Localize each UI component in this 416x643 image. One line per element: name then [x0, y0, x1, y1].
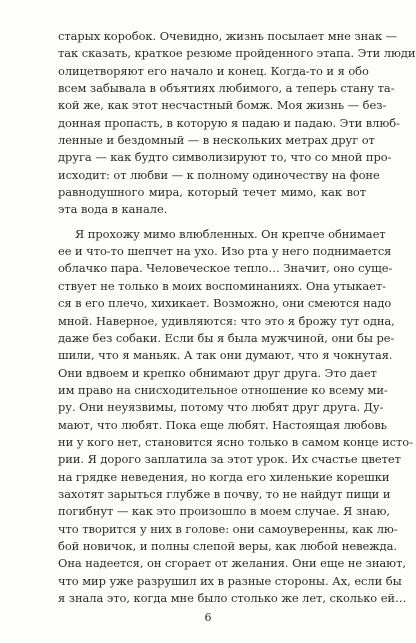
text-line: захотят зарыться глубже в почву, то не найдут пищи и — [58, 486, 391, 501]
text-line: кой же, как этот несчастный бомж. Моя жизнь — без- — [58, 98, 387, 113]
text-line: ся в его плечо, хихикает. Возможно, они смеются надо — [58, 296, 392, 311]
text-line: друга — как будто символизируют то, что со мной про- — [58, 150, 392, 165]
text-line: эта вода в канале. — [58, 202, 168, 217]
text-line: ру. Они неуязвимы, потому что любят друг друга. Ду- — [58, 400, 384, 415]
text-line: что мир уже разрушил их в разные стороны. Ах, если бы — [58, 573, 402, 588]
paragraph-1 — [58, 28, 416, 219]
text-line: Они вдвоем и крепко обнимают друг друга. Это дает — [58, 365, 377, 380]
text-line: на грядке неведения, но когда его хиленькие корешки — [58, 469, 390, 484]
body-text — [58, 28, 416, 607]
text-line: Я прохожу мимо влюбленных. Он крепче обнимает — [75, 226, 386, 241]
text-line: исходит: от любви — к полному одиночеству на фоне — [58, 167, 380, 182]
text-line: рии. Я дорого заплатила за этот урок. Их счастье цветет — [58, 452, 401, 467]
text-line: мной. Наверное, удивляются: что это я брожу тут одна, — [58, 313, 395, 328]
text-line: что творится у них в голове: они самоуверенны, как лю- — [58, 521, 398, 536]
text-line: ленные и бездомный — в нескольких метрах друг от — [58, 133, 375, 148]
text-line: погибнут — как это произошло в моем случае. Я знаю, — [58, 504, 390, 519]
text-line: мают, что любят. Пока еще любят. Настоящая любовь — [58, 417, 387, 432]
text-line: всем забывала в объятиях любимого, а теперь стану та- — [58, 81, 395, 96]
text-line: олицетворяют его начало и конец. Когда-то и я обо — [58, 63, 369, 78]
text-line: старых коробок. Очевидно, жизнь посылает мне знак — — [58, 29, 398, 43]
text-line: так сказать, краткое резюме пройденного этапа. Эти люди — [58, 46, 416, 61]
text-line: облачко пара. Человеческое тепло… Значит, оно суще- — [58, 261, 393, 276]
text-line: равнодушного мира, который течет мимо, как вот — [58, 185, 366, 200]
text-line: даже без собаки. Если бы я была мужчиной, они бы ре- — [58, 330, 395, 345]
text-line: я знала это, когда мне было столько же лет, сколько ей… — [58, 591, 407, 605]
text-line: бой новичок, и полны слепой веры, как любой невежда. — [58, 538, 398, 553]
paragraph-spacer — [58, 219, 366, 226]
text-line: им право на снисходительное отношение ко всему ми- — [58, 382, 388, 397]
page-number: 6 — [204, 611, 212, 624]
text-line: Она надеется, он сгорает от желания. Они еще не знают, — [58, 556, 406, 571]
text-line: ни у кого нет, становится ясно только в самом конце исто- — [58, 434, 413, 449]
text-line: донная пропасть, в которую я падаю и падаю. Эти влюб- — [58, 115, 400, 130]
text-line: шили, что я маньяк. А так они думают, что я чокнутая. — [58, 348, 393, 363]
text-line: ствует не только в моих воспоминаниях. Она утыкает- — [58, 278, 386, 293]
text-line: ее и что-то шепчет на ухо. Изо рта у него поднимается — [58, 244, 392, 259]
paragraph-2 — [58, 226, 413, 608]
